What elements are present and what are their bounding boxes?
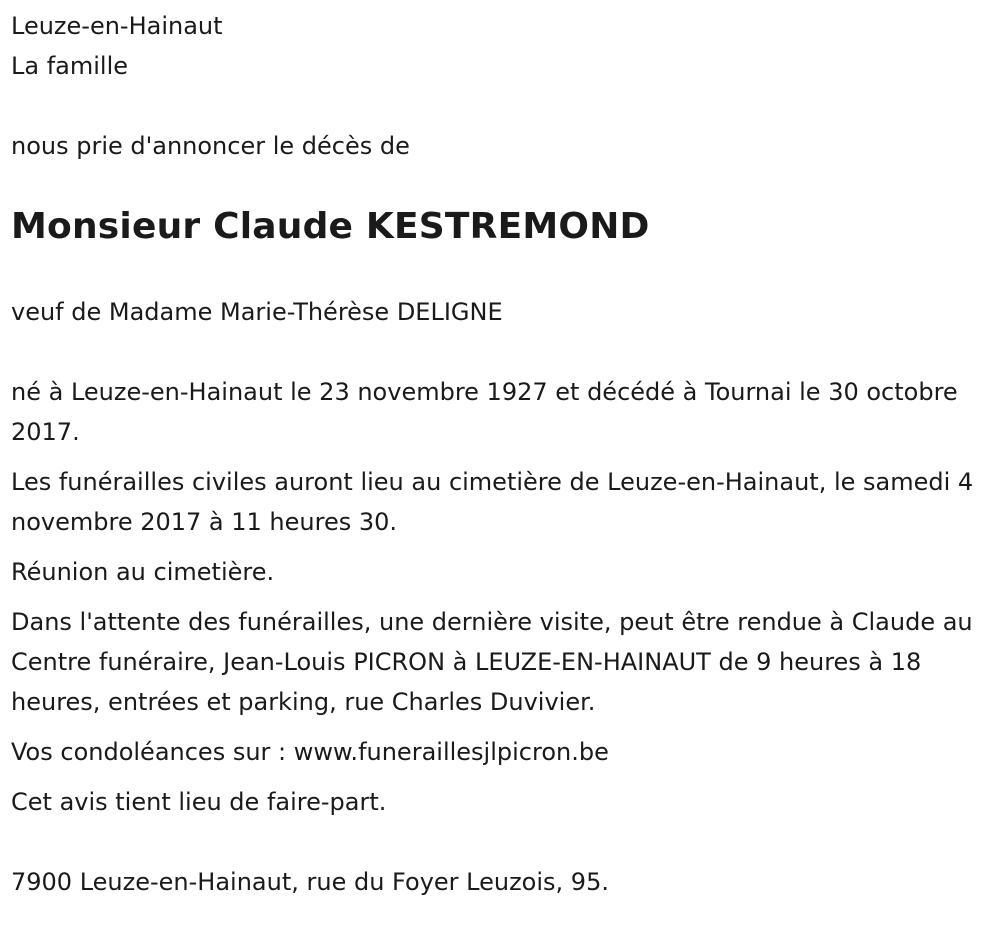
death-notice bbox=[11, 6, 996, 902]
deceased-name: Monsieur Claude KESTREMOND bbox=[11, 206, 650, 247]
notice-replacement-line: Cet avis tient lieu de faire-part. bbox=[11, 788, 387, 816]
location-heading: Leuze-en-Hainaut bbox=[11, 12, 223, 40]
funeral-paragraph: Les funérailles civiles auront lieu au cimetière de Leuze-en-Hainaut, le samedi 4 novembre 2017 à 11 heures 30. bbox=[11, 468, 974, 536]
address-line: 7900 Leuze-en-Hainaut, rue du Foyer Leuzois, 95. bbox=[11, 868, 609, 896]
birth-death-paragraph: né à Leuze-en-Hainaut le 23 novembre 1927 et décédé à Tournai le 30 octobre 2017. bbox=[11, 378, 958, 446]
condolences-line: Vos condoléances sur : www.funeraillesjlpicron.be bbox=[11, 738, 609, 766]
family-line: La famille bbox=[11, 52, 129, 80]
spouse-line: veuf de Madame Marie-Thérèse DELIGNE bbox=[11, 298, 503, 326]
announcement-line: nous prie d'annoncer le décès de bbox=[11, 132, 410, 160]
meeting-line: Réunion au cimetière. bbox=[11, 558, 275, 586]
visit-paragraph: Dans l'attente des funérailles, une dernière visite, peut être rendue à Claude au Centre funéraire, Jean-Louis PICRON à LEUZE-EN-HAINAUT de 9 heures à 18 heures, entrées et parking, rue Charles Duvivier. bbox=[11, 608, 973, 716]
